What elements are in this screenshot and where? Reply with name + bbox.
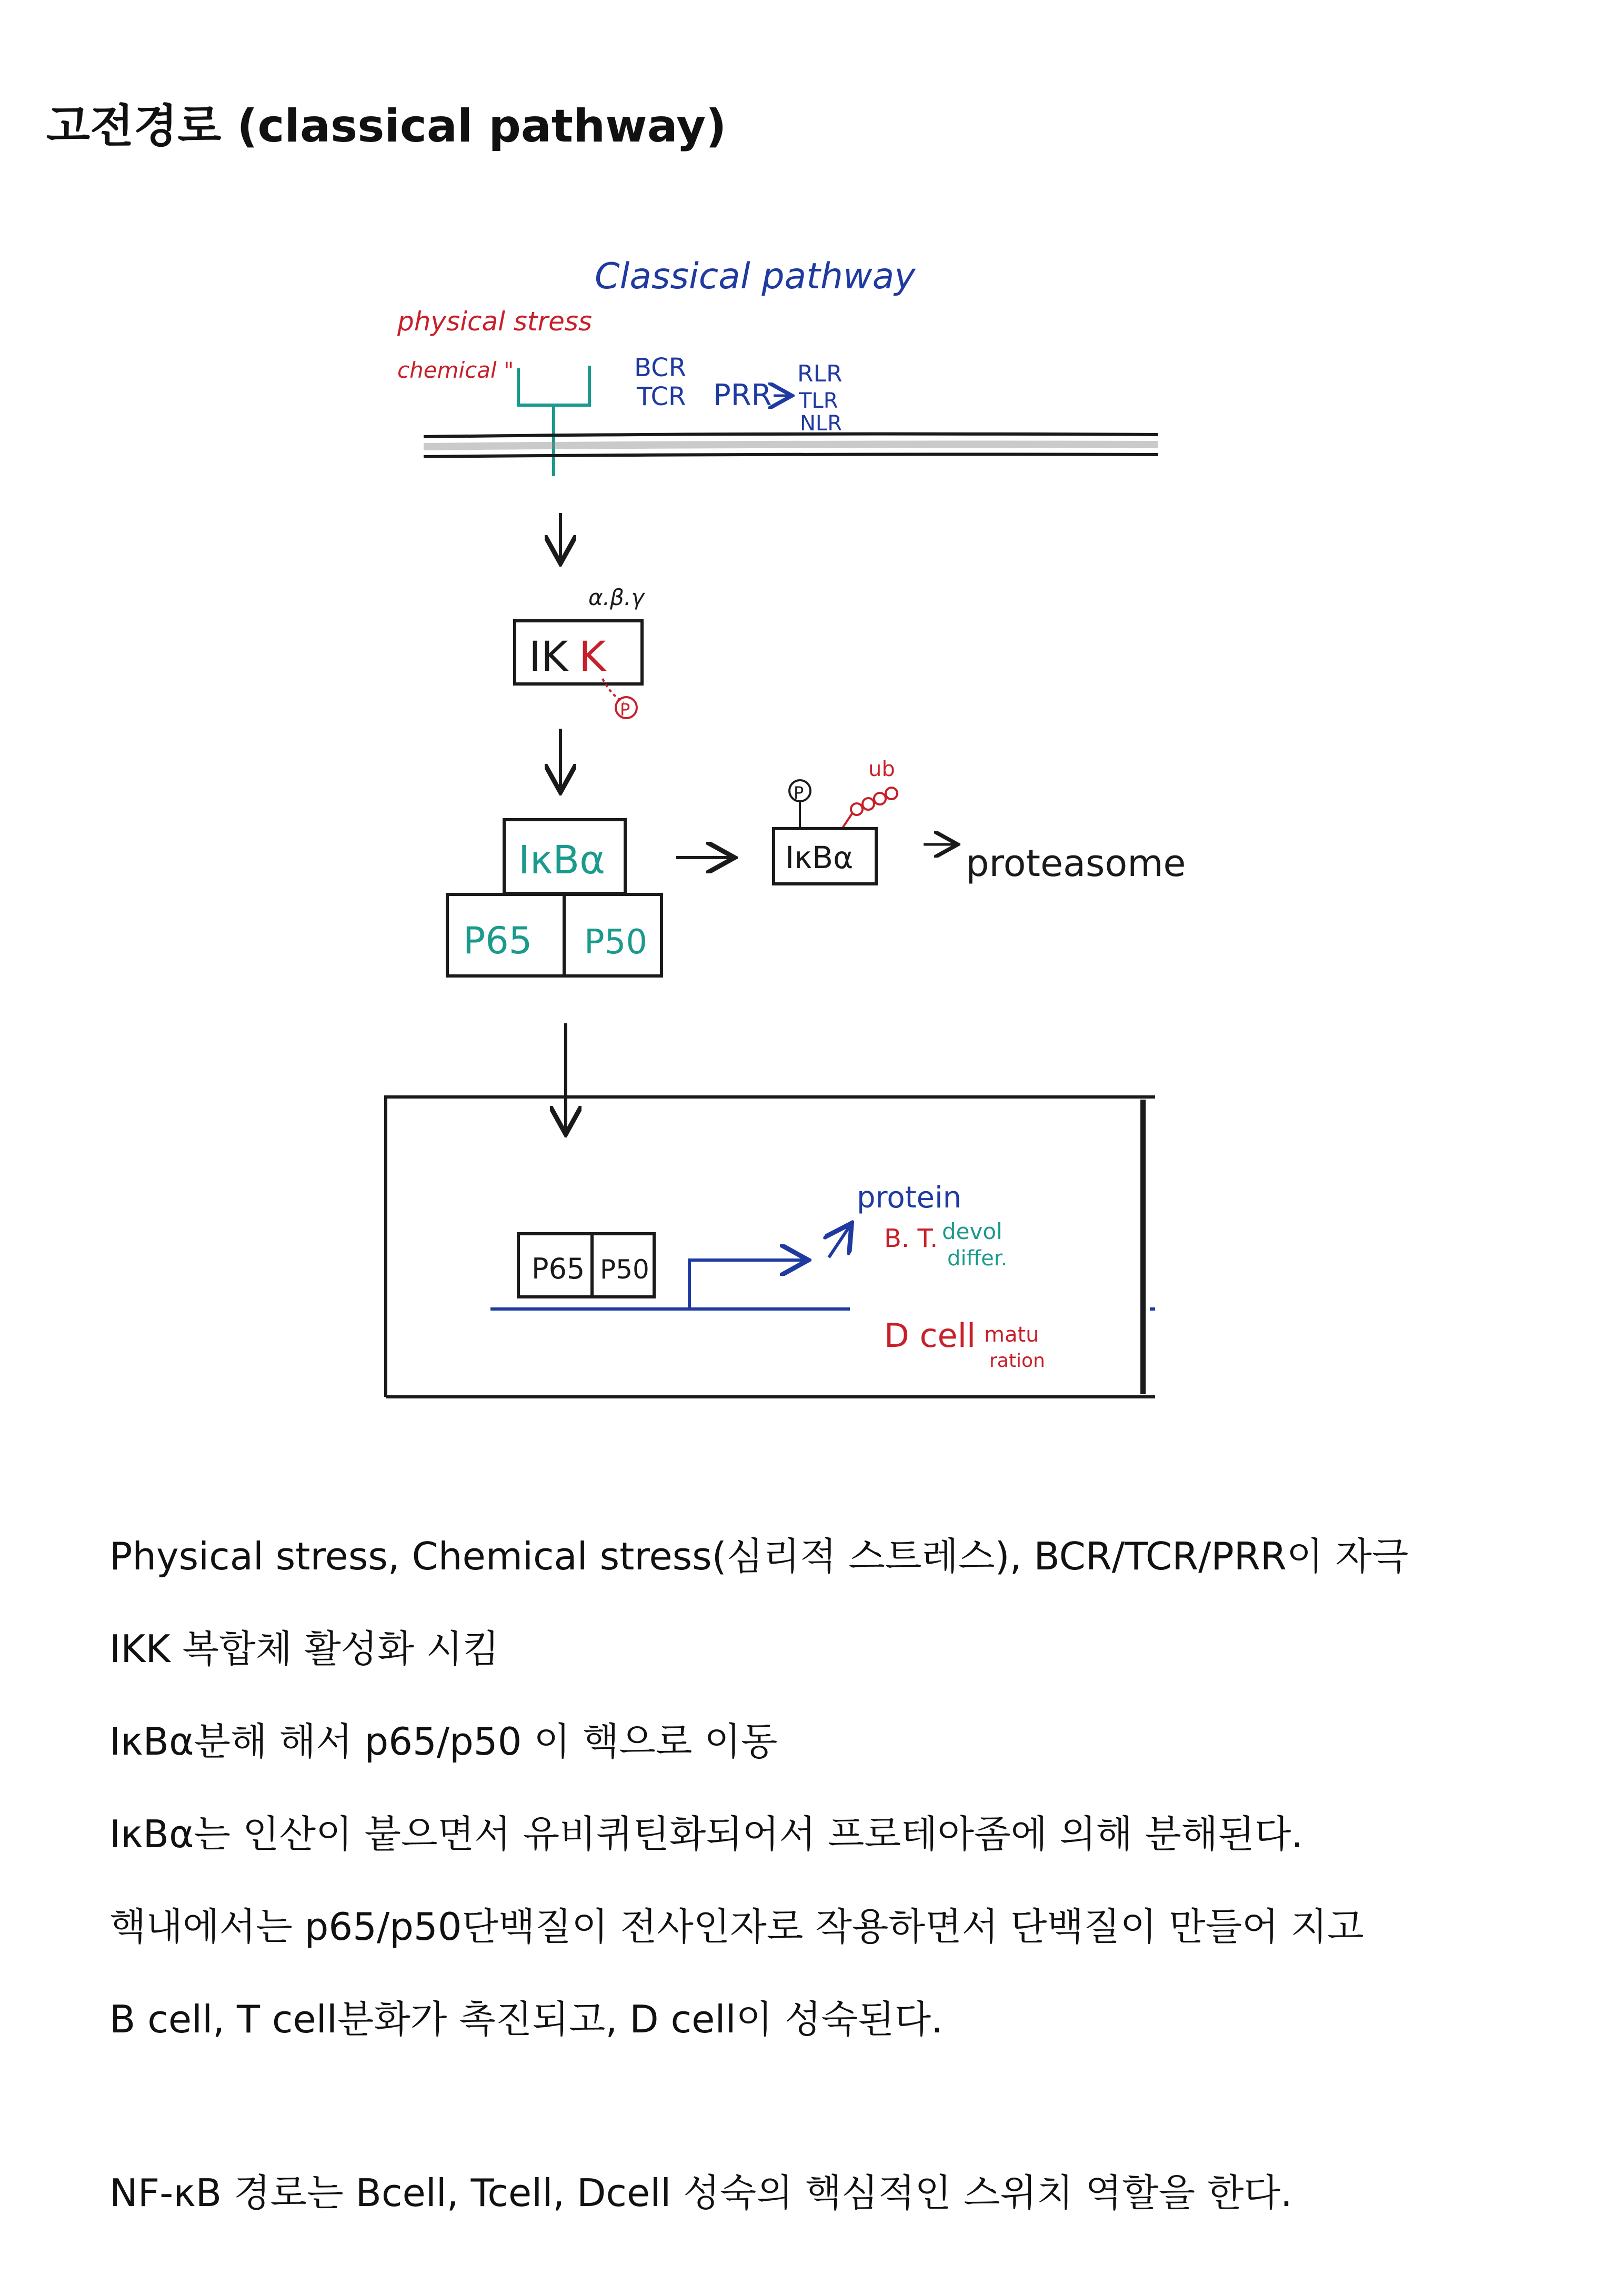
- svg-text:P: P: [794, 783, 804, 803]
- explanation-line-3: IκBα분해 해서 p65/p50 이 핵으로 이동: [109, 1719, 778, 1764]
- ikk-label: IK: [529, 633, 568, 681]
- diagram-title: Classical pathway: [595, 256, 916, 297]
- p65-label: P65: [463, 919, 533, 962]
- degradation-phosphate-icon: [789, 780, 810, 829]
- explanation-line-4: IκBα는 인산이 붙으면서 유비퀴틴화되어서 프로테아좀에 의해 분해된다.: [109, 1812, 1304, 1856]
- stimulus-physical: physical stress: [397, 306, 592, 337]
- bt-cell-label: B. T.: [884, 1224, 938, 1253]
- receptor-tlr: TLR: [799, 389, 838, 413]
- explanation-text: [109, 1510, 1583, 2066]
- nuclear-p50-label: P50: [600, 1254, 649, 1285]
- dcell-label: D cell: [884, 1316, 976, 1355]
- cell-membrane: [424, 434, 1158, 457]
- ubiquitin-label: ub: [868, 757, 895, 781]
- explanation-line-2: IKK 복합체 활성화 시킴: [109, 1627, 499, 1671]
- ubiquitin-chain-icon: [842, 788, 897, 829]
- devol-label: devol: [942, 1219, 1003, 1244]
- page-heading: 고전경로 (classical pathway): [46, 100, 727, 153]
- ikk-phosphate-icon: [616, 697, 637, 720]
- protein-arrow: [829, 1226, 850, 1257]
- summary-text: NF-κB 경로는 Bcell, Tcell, Dcell 성숙의 핵심적인 스위치 역할을 한다.: [109, 2171, 1292, 2215]
- explanation-line-5: 핵내에서는 p65/p50단백질이 전사인자로 작용하면서 단백질이 만들어 지고: [109, 1905, 1364, 1949]
- degraded-ikba-label: IκBα: [785, 840, 854, 875]
- nuclear-p65-label: P65: [532, 1252, 585, 1285]
- receptor-icon: [518, 366, 589, 476]
- differ-label: differ.: [947, 1246, 1008, 1271]
- ikba-label: IκBα: [518, 838, 605, 883]
- receptor-nlr: NLR: [800, 411, 842, 436]
- explanation-line-1: Physical stress, Chemical stress(심리적 스트레스), BCR/TCR/PRR이 자극: [109, 1534, 1409, 1578]
- transcription-arrow: [689, 1260, 805, 1309]
- svg-text:P: P: [620, 700, 630, 720]
- ikk-label-k: K: [579, 633, 606, 681]
- stimulus-chemical: chemical ": [397, 357, 514, 383]
- receptor-tcr: TCR: [637, 382, 686, 411]
- ikk-subunits: α.β.γ: [588, 585, 645, 610]
- p50-label: P50: [584, 923, 648, 962]
- receptor-bcr: BCR: [634, 353, 686, 382]
- maturation-label-1: matu: [984, 1323, 1039, 1347]
- protein-label: protein: [857, 1181, 962, 1215]
- receptor-rlr: RLR: [797, 360, 843, 387]
- proteasome-label: proteasome: [966, 842, 1186, 885]
- receptor-prr: PRR: [713, 378, 772, 412]
- maturation-label-2: ration: [989, 1350, 1045, 1372]
- explanation-line-6: B cell, T cell분화가 촉진되고, D cell이 성숙된다.: [109, 1997, 943, 2041]
